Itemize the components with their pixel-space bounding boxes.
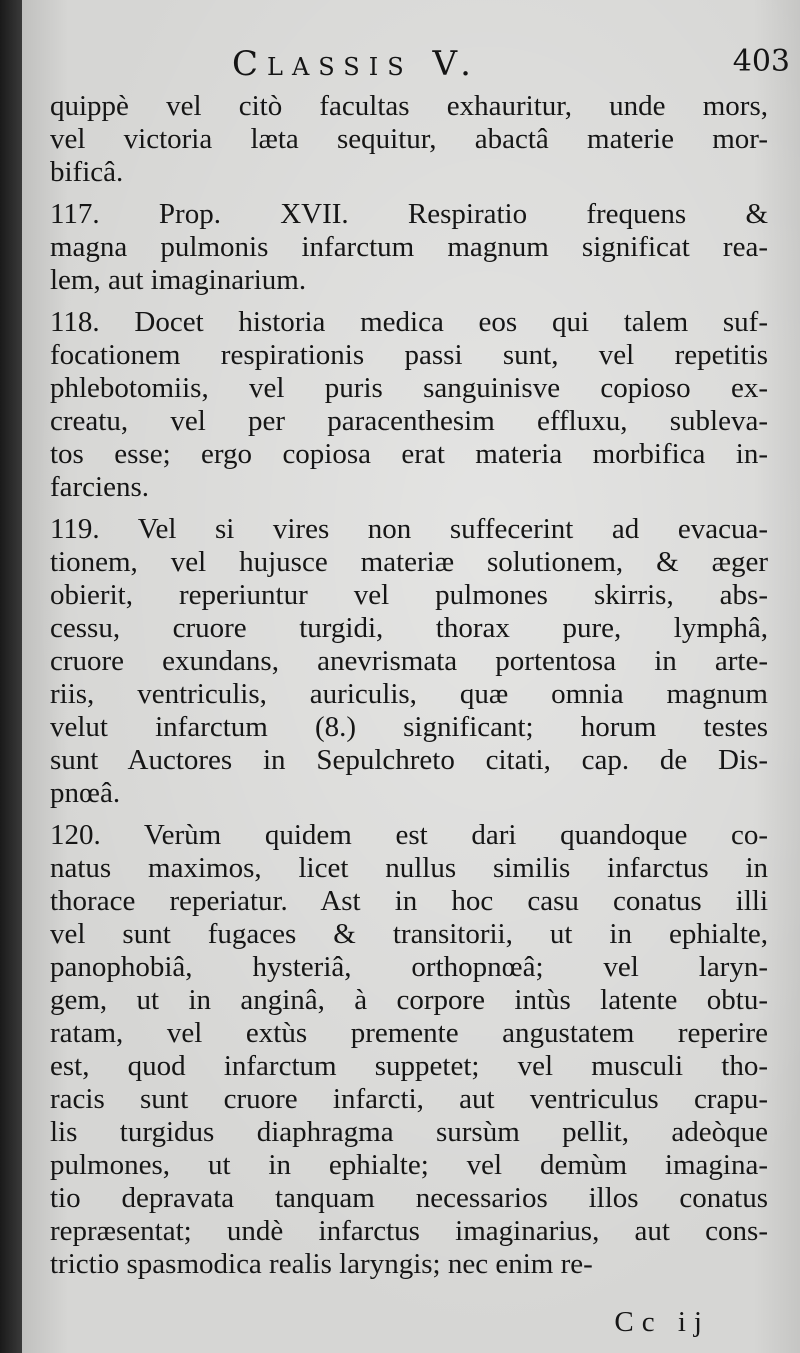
text-line: vel sunt fugaces & transitorii, ut in ephialte,	[50, 918, 768, 950]
body-text	[50, 90, 768, 1281]
paragraph-gap	[50, 189, 768, 198]
paragraph-gap	[50, 504, 768, 513]
paragraph-gap	[50, 297, 768, 306]
text-line: pnœâ.	[50, 777, 121, 809]
text-line: panophobiâ, hysteriâ, orthopnœâ; vel laryn-	[50, 951, 768, 983]
text-line: vel victoria læta sequitur, abactâ materie mor-	[50, 123, 768, 155]
text-line: lis turgidus diaphragma sursùm pellit, adeòque	[50, 1116, 768, 1148]
text-line: tos esse; ergo copiosa erat materia morbifica in-	[50, 438, 768, 470]
text-line: natus maximos, licet nullus similis infarctus in	[50, 852, 768, 884]
text-line: focationem respirationis passi sunt, vel repetitis	[50, 339, 768, 371]
page-header	[22, 44, 800, 94]
text-line: velut infarctum (8.) significant; horum testes	[50, 711, 768, 743]
paragraph	[50, 513, 768, 810]
text-line: trictio spasmodica realis laryngis; nec enim re-	[50, 1248, 593, 1280]
text-line: farciens.	[50, 471, 150, 503]
paragraph	[50, 306, 768, 504]
text-line: 117. Prop. XVII. Respiratio frequens &	[50, 198, 768, 230]
text-line: thorace reperiatur. Ast in hoc casu conatus illi	[50, 885, 768, 917]
text-line: 120. Verùm quidem est dari quandoque co-	[50, 819, 768, 851]
text-line: bificâ.	[50, 156, 124, 188]
text-line: tio depravata tanquam necessarios illos conatus	[50, 1182, 768, 1214]
text-line: gem, ut in anginâ, à corpore intùs latente obtu-	[50, 984, 768, 1016]
text-line: riis, ventriculis, auriculis, quæ omnia magnum	[50, 678, 768, 710]
paragraph	[50, 819, 768, 1281]
text-line: cruore exundans, anevrismata portentosa in arte-	[50, 645, 768, 677]
text-line: quippè vel citò facultas exhauritur, unde mors,	[50, 90, 768, 122]
text-line: lem, aut imaginarium.	[50, 264, 307, 296]
text-line: cessu, cruore turgidi, thorax pure, lymphâ,	[50, 612, 768, 644]
text-line: repræsentat; undè infarctus imaginarius, aut cons-	[50, 1215, 768, 1247]
text-line: ratam, vel extùs premente angustatem reperire	[50, 1017, 768, 1049]
running-title: Classis V.	[232, 44, 480, 84]
book-gutter-shadow	[0, 0, 22, 1353]
book-page	[22, 0, 800, 1353]
text-line: 118. Docet historia medica eos qui talem suf-	[50, 306, 768, 338]
text-line: creatu, vel per paracenthesim effluxu, sublevа-	[50, 405, 768, 437]
signature-mark: Cc ij	[614, 1306, 710, 1338]
text-line: racis sunt cruore infarcti, aut ventriculus crapu-	[50, 1083, 768, 1115]
paragraph-gap	[50, 810, 768, 819]
text-line: magna pulmonis infarctum magnum significat rea-	[50, 231, 768, 263]
text-line: sunt Auctores in Sepulchreto citati, cap. de Dis-	[50, 744, 768, 776]
text-line: pulmones, ut in ephialte; vel demùm imagina-	[50, 1149, 768, 1181]
paragraph	[50, 90, 768, 189]
text-line: est, quod infarctum suppetet; vel musculi tho-	[50, 1050, 768, 1082]
page-number: 403	[732, 44, 790, 79]
text-line: 119. Vel si vires non suffecerint ad evacua-	[50, 513, 768, 545]
text-line: tionem, vel hujusce materiæ solutionem, & æger	[50, 546, 768, 578]
text-line: obierit, reperiuntur vel pulmones skirris, abs-	[50, 579, 768, 611]
paragraph	[50, 198, 768, 297]
text-line: phlebotomiis, vel puris sanguinisve copioso ex-	[50, 372, 768, 404]
